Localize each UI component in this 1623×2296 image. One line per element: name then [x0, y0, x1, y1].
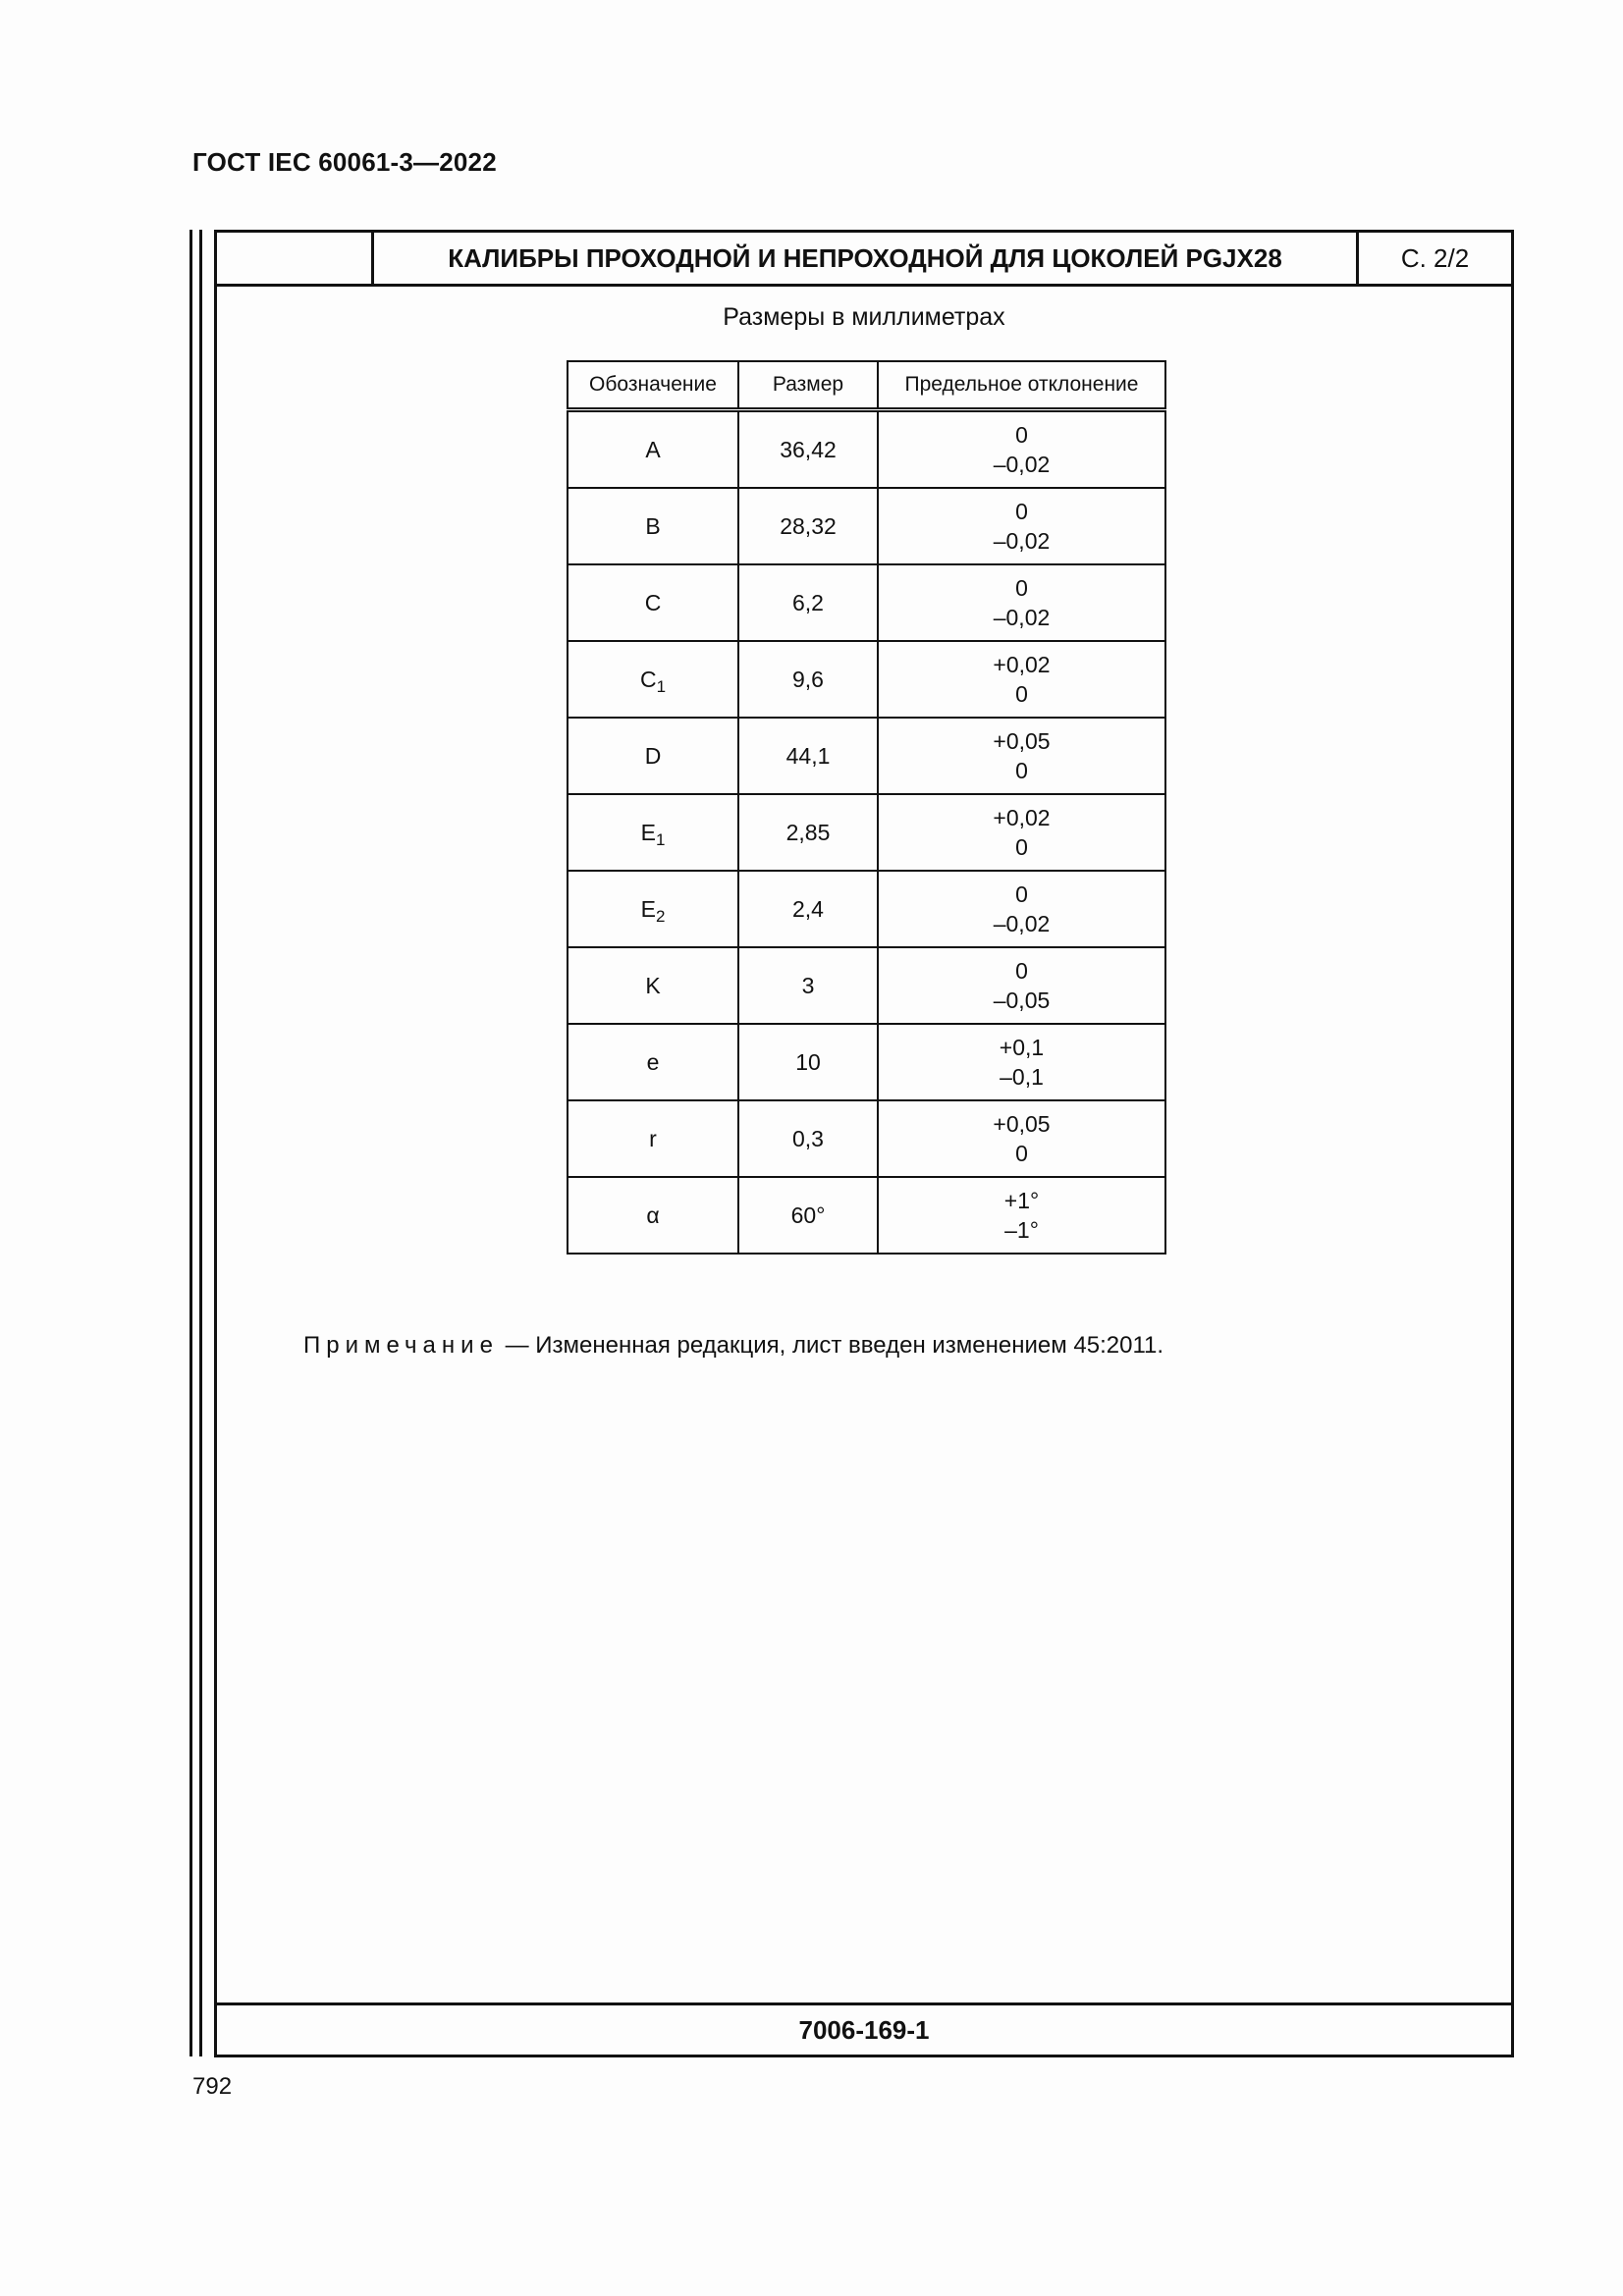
tolerance-lower: 0 — [1015, 758, 1028, 783]
header-symbol: Обозначение — [568, 361, 738, 410]
symbol-letter: r — [649, 1126, 657, 1151]
tolerance-lower: –0,02 — [993, 605, 1051, 630]
cell-size: 44,1 — [738, 718, 878, 794]
symbol-letter: B — [645, 513, 661, 539]
cell-symbol — [568, 641, 738, 718]
cell-tolerance — [878, 1024, 1165, 1100]
table-row — [568, 488, 1165, 564]
symbol-letter: C — [639, 667, 657, 692]
standard-title: ГОСТ IEC 60061-3—2022 — [192, 147, 497, 177]
cell-size: 9,6 — [738, 641, 878, 718]
tolerance-upper: +0,02 — [993, 652, 1051, 677]
header-blank-cell — [217, 233, 374, 284]
cell-symbol — [568, 488, 738, 564]
tolerance-upper: +0,1 — [999, 1035, 1045, 1060]
cell-symbol — [568, 871, 738, 947]
symbol-letter: E — [640, 896, 656, 922]
sheet-label: С. 2/2 — [1400, 242, 1470, 273]
note-text: — Измененная редакция, лист введен изменением 45:2011. — [498, 1332, 1164, 1359]
cell-size: 0,3 — [738, 1100, 878, 1177]
cell-symbol — [568, 410, 738, 489]
dimensions-table — [567, 360, 1166, 1255]
sheet-title: КАЛИБРЫ ПРОХОДНОЙ И НЕПРОХОДНОЙ ДЛЯ ЦОКОЛЕЙ PGJX28 — [374, 233, 1359, 284]
cell-size: 10 — [738, 1024, 878, 1100]
cell-symbol — [568, 1100, 738, 1177]
cell-size: 2,4 — [738, 871, 878, 947]
table-row — [568, 794, 1165, 871]
header-tolerance: Предельное отклонение — [878, 361, 1165, 410]
cell-symbol — [568, 794, 738, 871]
cell-symbol — [568, 947, 738, 1024]
binding-line — [189, 230, 192, 2056]
note — [303, 1332, 1163, 1360]
cell-tolerance — [878, 1177, 1165, 1254]
sheet-frame — [214, 230, 1514, 2057]
table-row — [568, 1100, 1165, 1177]
binding-line — [199, 230, 202, 2056]
table-row — [568, 1177, 1165, 1254]
table-row — [568, 1024, 1165, 1100]
tolerance-upper: 0 — [1015, 575, 1028, 601]
tolerance-upper: +0,05 — [993, 728, 1051, 754]
cell-symbol — [568, 718, 738, 794]
tolerance-lower: 0 — [1015, 834, 1028, 860]
sheet-header — [217, 233, 1511, 287]
table-row — [568, 641, 1165, 718]
tolerance-lower: –0,02 — [993, 452, 1051, 477]
table-row — [568, 718, 1165, 794]
symbol-letter: E — [640, 820, 656, 845]
symbol-letter: α — [646, 1202, 660, 1228]
tolerance-upper: +0,02 — [993, 805, 1051, 830]
cell-tolerance — [878, 871, 1165, 947]
cell-size: 60° — [738, 1177, 878, 1254]
symbol-subscript: 2 — [655, 907, 666, 926]
table-header-row — [568, 361, 1165, 410]
cell-tolerance — [878, 564, 1165, 641]
symbol-letter: D — [644, 743, 662, 769]
cell-size: 3 — [738, 947, 878, 1024]
cell-tolerance — [878, 641, 1165, 718]
cell-size: 36,42 — [738, 410, 878, 489]
tolerance-lower: 0 — [1015, 681, 1028, 707]
cell-tolerance — [878, 794, 1165, 871]
cell-size: 28,32 — [738, 488, 878, 564]
symbol-letter: A — [645, 437, 661, 462]
page-number: 792 — [192, 2073, 233, 2100]
tolerance-upper: 0 — [1015, 958, 1028, 984]
cell-size: 2,85 — [738, 794, 878, 871]
table-row — [568, 947, 1165, 1024]
tolerance-upper: 0 — [1015, 422, 1028, 448]
cell-tolerance — [878, 410, 1165, 489]
cell-tolerance — [878, 718, 1165, 794]
tolerance-upper: +1° — [1003, 1188, 1040, 1213]
tolerance-lower: –0,02 — [993, 911, 1051, 936]
tolerance-upper: 0 — [1015, 881, 1028, 907]
table-row — [568, 871, 1165, 947]
symbol-letter: C — [644, 590, 662, 615]
symbol-letter: K — [645, 973, 661, 998]
cell-tolerance — [878, 947, 1165, 1024]
cell-size: 6,2 — [738, 564, 878, 641]
symbol-subscript: 1 — [656, 677, 667, 696]
cell-tolerance — [878, 1100, 1165, 1177]
header-size: Размер — [738, 361, 878, 410]
tolerance-lower: –0,05 — [993, 988, 1051, 1013]
cell-symbol — [568, 1177, 738, 1254]
cell-symbol — [568, 564, 738, 641]
cell-symbol — [568, 1024, 738, 1100]
cell-tolerance — [878, 488, 1165, 564]
units-caption: Размеры в миллиметрах — [723, 303, 1005, 331]
table-row — [568, 410, 1165, 489]
tolerance-lower: 0 — [1015, 1141, 1028, 1166]
tolerance-lower: –0,1 — [1000, 1064, 1044, 1090]
drawing-number: 7006-169-1 — [217, 2002, 1511, 2055]
note-prefix: Примечание — [303, 1332, 499, 1359]
table-row — [568, 564, 1165, 641]
tolerance-upper: 0 — [1015, 499, 1028, 524]
tolerance-upper: +0,05 — [993, 1111, 1051, 1137]
symbol-subscript: 1 — [655, 830, 666, 849]
tolerance-lower: –0,02 — [993, 528, 1051, 554]
symbol-letter: e — [646, 1049, 660, 1075]
tolerance-lower: –1° — [1004, 1217, 1039, 1243]
